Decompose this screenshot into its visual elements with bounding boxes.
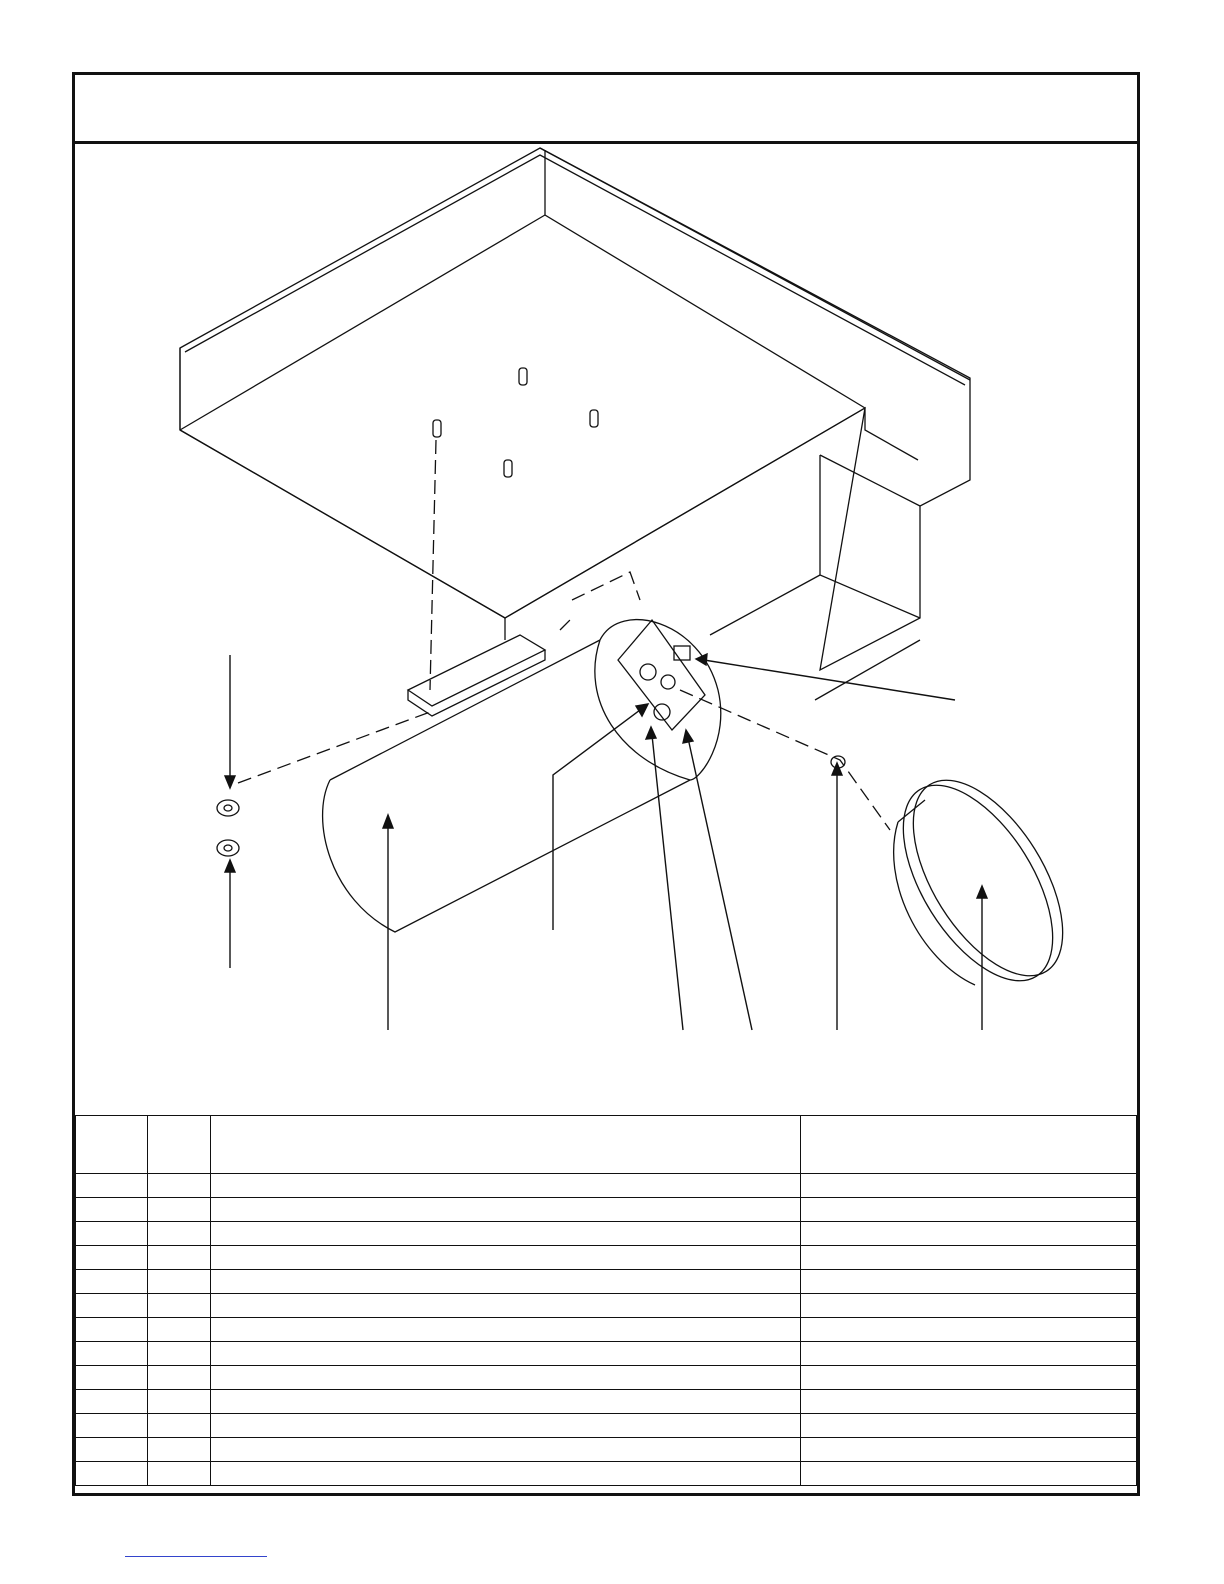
table-cell [211,1342,801,1366]
table-cell [801,1246,1137,1270]
table-cell [211,1270,801,1294]
table-cell [801,1198,1137,1222]
table-row [76,1438,1137,1462]
table-cell [801,1438,1137,1462]
table-cell [76,1342,148,1366]
table-row [76,1366,1137,1390]
header-description [211,1116,801,1174]
table-cell [148,1462,211,1486]
exploded-view-diagram [75,75,1137,1115]
assembly-lines [238,572,890,830]
table-cell [148,1342,211,1366]
table-cell [801,1318,1137,1342]
table-cell [211,1294,801,1318]
footer-link[interactable] [125,1556,267,1557]
table-cell [211,1438,801,1462]
table-header-row [76,1116,1137,1174]
mounting-bracket [408,440,545,716]
parts-table [75,1115,1137,1486]
table-row [76,1198,1137,1222]
header-item [76,1116,148,1174]
table-cell [211,1222,801,1246]
table-cell [76,1270,148,1294]
table-cell [76,1390,148,1414]
table-row [76,1222,1137,1246]
table-row [76,1342,1137,1366]
table-cell [801,1366,1137,1390]
table-cell [76,1366,148,1390]
table-cell [211,1414,801,1438]
table-row [76,1246,1137,1270]
table-cell [211,1198,801,1222]
table-cell [211,1462,801,1486]
table-cell [76,1438,148,1462]
table-cell [801,1294,1137,1318]
header-part-number [801,1116,1137,1174]
table-row [76,1270,1137,1294]
table-row [76,1462,1137,1486]
table-cell [211,1366,801,1390]
table-cell [76,1414,148,1438]
table-cell [211,1390,801,1414]
ceiling-box [180,148,970,700]
table-cell [76,1246,148,1270]
table-row [76,1294,1137,1318]
table-cell [148,1294,211,1318]
table-cell [148,1246,211,1270]
table-cell [801,1342,1137,1366]
table-cell [76,1174,148,1198]
header-qty [148,1116,211,1174]
table-cell [76,1318,148,1342]
cylinder-housing [323,620,721,932]
table-cell [148,1438,211,1462]
table-row [76,1414,1137,1438]
table-cell [211,1318,801,1342]
table-cell [148,1390,211,1414]
table-cell [801,1222,1137,1246]
socket-plate [618,620,705,730]
table-cell [148,1366,211,1390]
table-row [76,1390,1137,1414]
table-row [76,1174,1137,1198]
table-cell [801,1174,1137,1198]
table-cell [76,1294,148,1318]
table-cell [148,1318,211,1342]
table-cell [211,1174,801,1198]
table-cell [801,1270,1137,1294]
table-cell [801,1390,1137,1414]
table-row [76,1318,1137,1342]
page-frame [72,72,1140,1496]
table-cell [76,1462,148,1486]
end-cap [873,756,1093,1006]
table-cell [76,1198,148,1222]
table-cell [148,1222,211,1246]
table-cell [801,1414,1137,1438]
table-cell [148,1270,211,1294]
washer-and-nut [217,756,845,856]
table-cell [76,1222,148,1246]
table-cell [148,1198,211,1222]
table-cell [148,1414,211,1438]
table-cell [148,1174,211,1198]
callout-arrows [225,654,987,1030]
table-cell [801,1462,1137,1486]
table-cell [211,1246,801,1270]
